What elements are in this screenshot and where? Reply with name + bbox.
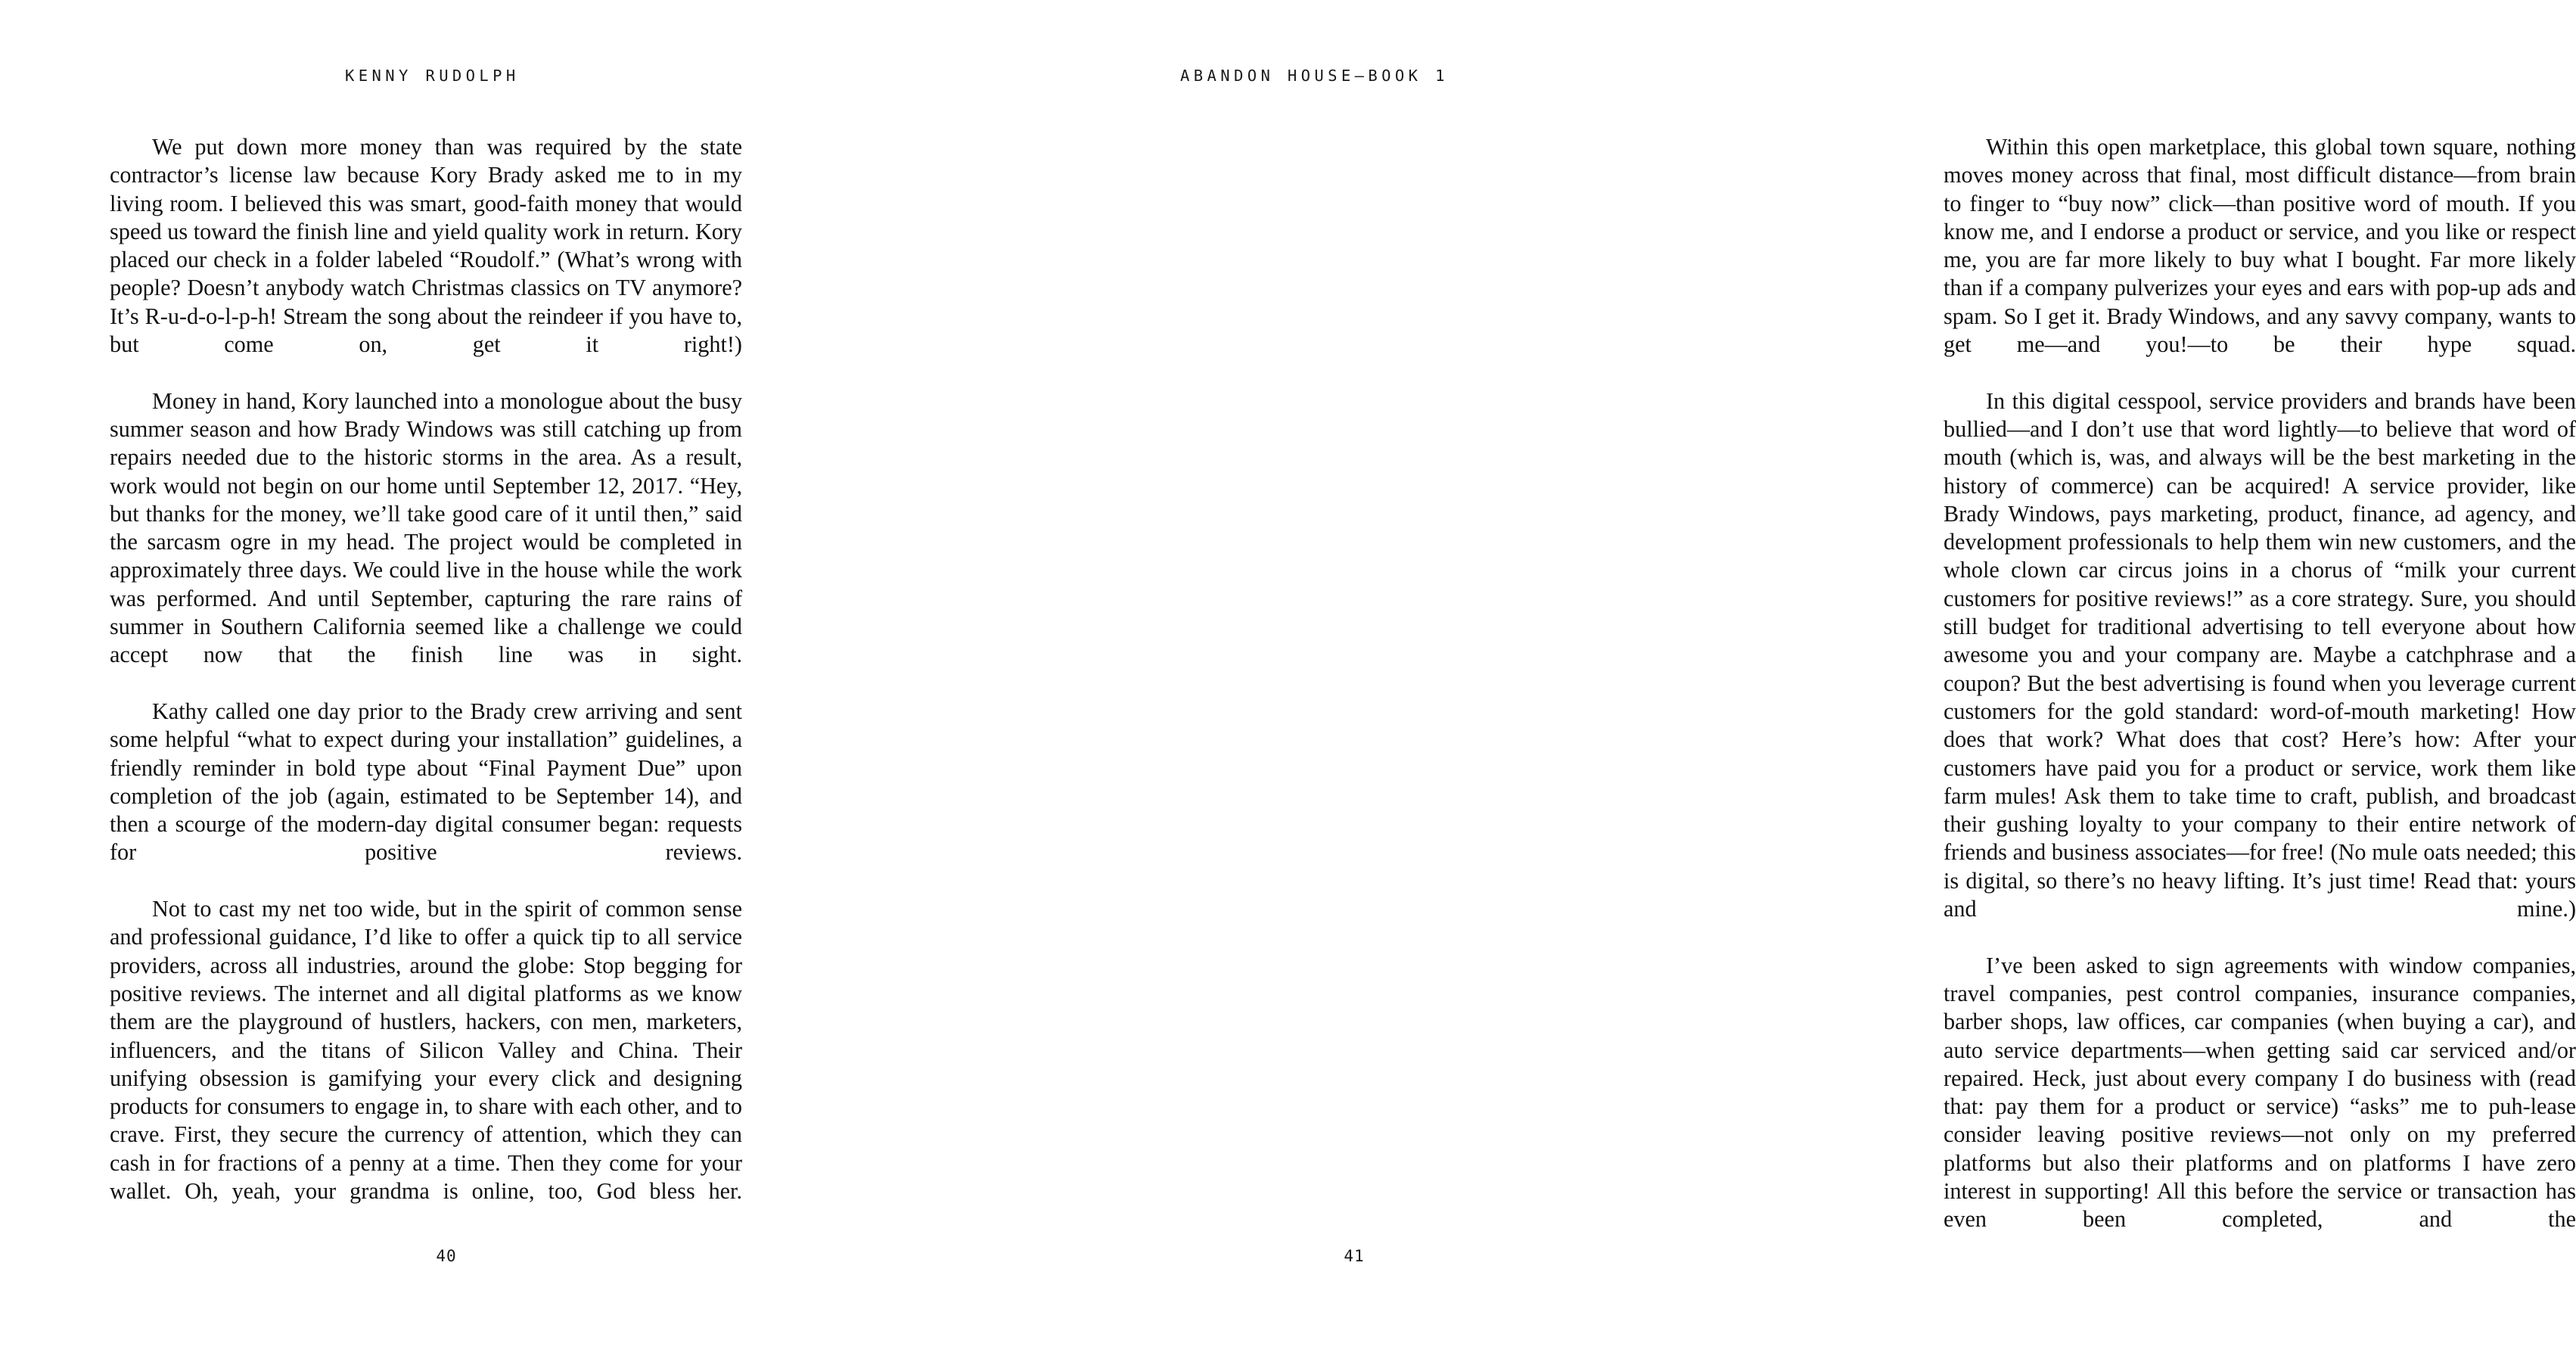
running-head-author: KENNY RUDOLPH (345, 67, 520, 85)
page-verso (0, 0, 908, 1362)
body-text-left (110, 133, 742, 1234)
running-head-title: ABANDON HOUSE—BOOK 1 (1180, 67, 1449, 85)
page-recto (908, 0, 2576, 1362)
paragraph: We put down more money than was required by the state contractor’s license law because Kory Brady asked me to in my living room. I believed this was smart, good-faith money that would speed us toward the finish line and yield quality work in return. Kory placed our check in a folder labeled “Roudolf.” (What’s wrong with people? Doesn’t anybody watch Christmas classics on TV anymore? It’s R-u-d-o-l-p-h! Stream the song about the reindeer if you have to, but come on, get it right!) (110, 134, 742, 358)
paragraph: Not to cast my net too wide, but in the spirit of common sense and professional guidance, I’d like to offer a quick tip to all service providers, across all industries, around the globe: Stop begging for positive reviews. The internet and all digital platforms as we know them are the playground of hustlers, hackers, con men, marketers, influencers, and the titans of Silicon Valley and China. Their unifying obsession is gamifying your every click and designing products for consumers to engage in, to share with each other, and to crave. First, they secure the currency of attention, which they can cash in for fractions of a penny at a time. Then they come for your wallet. Oh, yeah, your grandma is online, too, God bless her. (110, 896, 742, 1204)
paragraph: Kathy called one day prior to the Brady crew arriving and sent some helpful “what to expect during your installation” guidelines, a friendly reminder in bold type about “Final Payment Due” upon completion of the job (again, estimated to be September 14), and then a scourge of the modern-day digital consumer began: requests for positive reviews. (110, 698, 742, 866)
page-number-left: 40 (436, 1247, 457, 1265)
paragraph: I’ve been asked to sign agreements with window companies, travel companies, pest control companies, insurance companies, barber shops, law offices, car companies (when buying a car), and auto service departments—when getting said car serviced and/or repaired. Heck, just about every company I do business with (read that: pay them for a product or service) “asks” me to puh-lease consider leaving positive reviews—not only on my preferred platforms but also their platforms and on platforms I have zero interest in supporting! All this before the service or transaction has even been completed, and the (1944, 952, 2576, 1233)
page-number-right: 41 (1344, 1247, 1365, 1265)
body-text-right (1944, 133, 2576, 1262)
paragraph: In this digital cesspool, service providers and brands have been bullied—and I don’t use that word lightly—to believe that word of mouth (which is, was, and always will be the best marketing in the history of commerce) can be acquired! A service provider, like Brady Windows, pays marketing, product, finance, ad agency, and development professionals to help them win new customers, and the whole clown car circus joins in a chorus of “milk your current customers for positive reviews!” as a core strategy. Sure, you should still budget for traditional advertising to tell everyone about how awesome you and your company are. Maybe a catchphrase and a coupon? But the best advertising is found when you leverage current customers for the gold standard: word-of-mouth marketing! How does that work? What does that cost? Here’s how: After your customers have paid you for a product or service, work them like farm mules! Ask them to take time to craft, publish, and broadcast their gushing loyalty to your company to their entire network of friends and business associates—for free! (No mule oats needed; this is digital, so there’s no heavy lifting. It’s just time! Read that: yours and mine.) (1944, 387, 2576, 922)
paragraph: Money in hand, Kory launched into a monologue about the busy summer season and how Brady Windows was still catching up from repairs needed due to the historic storms in the area. As a result, work would not begin on our home until September 12, 2017. “Hey, but thanks for the money, we’ll take good care of it until then,” said the sarcasm ogre in my head. The project would be completed in approximately three days. We could live in the house while the work was performed. And until September, capturing the rare rains of summer in Southern California seemed like a challenge we could accept now that the finish line was in sight. (110, 387, 742, 668)
paragraph: Within this open marketplace, this global town square, nothing moves money across that final, most difficult distance—from brain to finger to “buy now” click—than positive word of mouth. If you know me, and I endorse a product or service, and you like or respect me, you are far more likely to buy what I bought. Far more likely than if a company pulverizes your eyes and ears with pop-up ads and spam. So I get it. Brady Windows, and any savvy company, wants to get me—and you!—to be their hype squad. (1944, 134, 2576, 358)
